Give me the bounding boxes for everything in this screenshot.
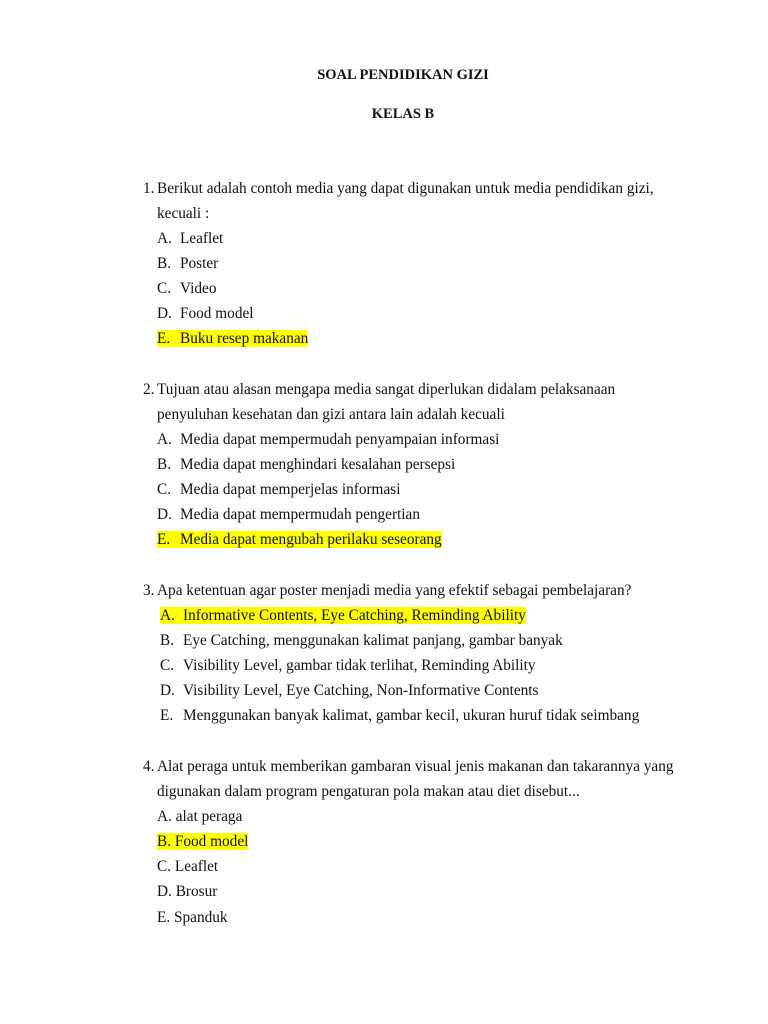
option-text: C. Leaflet <box>157 858 219 876</box>
option-text: Buku resep makanan <box>180 330 309 348</box>
option-3b <box>143 628 743 653</box>
question-number: 1. <box>143 179 155 197</box>
option-3a-answer <box>143 603 743 628</box>
option-2a <box>143 427 743 452</box>
question-4-line-1 <box>143 754 743 779</box>
option-text: E. Spanduk <box>157 908 228 926</box>
option-2b <box>143 452 743 477</box>
option-letter: D. <box>160 682 175 700</box>
option-4e <box>143 905 743 930</box>
option-text: Food model <box>180 305 254 323</box>
option-text: Media dapat mempermudah penyampaian informasi <box>180 430 500 448</box>
option-letter: B. <box>157 456 172 474</box>
question-number: 2. <box>143 380 155 398</box>
option-text: D. Brosur <box>157 883 218 901</box>
question-text: Alat peraga untuk memberikan gambaran visual jenis makanan dan takarannya yang <box>157 757 674 775</box>
question-list <box>143 176 743 930</box>
option-letter: A. <box>157 430 172 448</box>
option-3d <box>143 678 743 703</box>
question-text: Tujuan atau alasan mengapa media sangat diperlukan didalam pelaksanaan <box>157 380 616 398</box>
option-1c <box>143 276 743 301</box>
option-1d <box>143 301 743 326</box>
option-text: Visibility Level, gambar tidak terlihat, Reminding Ability <box>183 657 536 675</box>
option-letter: D. <box>157 506 172 524</box>
option-2e-answer <box>143 527 743 552</box>
option-text: Media dapat memperjelas informasi <box>180 481 401 499</box>
option-text: Visibility Level, Eye Catching, Non-Informative Contents <box>183 682 539 700</box>
document-title: SOAL PENDIDIKAN GIZI <box>317 67 489 83</box>
option-2c <box>143 477 743 502</box>
option-text: A. alat peraga <box>157 808 243 826</box>
option-text: Video <box>180 280 217 298</box>
option-1b <box>143 251 743 276</box>
option-letter: C. <box>157 280 172 298</box>
option-1e-answer <box>143 326 743 351</box>
option-3e <box>143 703 743 728</box>
option-text: Poster <box>180 254 219 272</box>
option-text: Menggunakan banyak kalimat, gambar kecil, ukuran huruf tidak seimbang <box>183 707 640 725</box>
option-4d <box>143 879 743 904</box>
option-letter: B. <box>157 254 172 272</box>
option-letter: B. <box>160 632 175 650</box>
option-text: Leaflet <box>180 229 224 247</box>
option-letter: C. <box>157 481 172 499</box>
question-text: Apa ketentuan agar poster menjadi media yang efektif sebagai pembelajaran? <box>157 581 632 599</box>
option-text: Informative Contents, Eye Catching, Reminding Ability <box>183 606 526 624</box>
question-1-line-1 <box>143 176 743 201</box>
option-letter: E. <box>157 531 171 549</box>
option-4b-answer <box>143 829 743 854</box>
question-number: 3. <box>143 581 155 599</box>
option-4a <box>143 804 743 829</box>
option-letter: D. <box>157 305 172 323</box>
option-text: Eye Catching, menggunakan kalimat panjang, gambar banyak <box>183 632 563 650</box>
option-text: Media dapat menghindari kesalahan persepsi <box>180 456 456 474</box>
option-3c <box>143 653 743 678</box>
option-letter: C. <box>160 657 175 675</box>
question-number: 4. <box>143 757 155 775</box>
option-letter: A. <box>160 606 175 624</box>
question-2-line-2: penyuluhan kesehatan dan gizi antara lain adalah kecuali <box>157 405 505 423</box>
option-text: Media dapat mempermudah pengertian <box>180 506 420 524</box>
question-text: Berikut adalah contoh media yang dapat digunakan untuk media pendidikan gizi, <box>157 179 654 197</box>
option-1a <box>143 226 743 251</box>
option-2d <box>143 502 743 527</box>
option-letter: A. <box>157 229 172 247</box>
option-text: Media dapat mengubah perilaku seseorang <box>180 531 442 549</box>
option-text: B. Food model <box>157 833 249 851</box>
question-4-line-2: digunakan dalam program pengaturan pola makan atau diet disebut... <box>157 782 580 800</box>
option-letter: E. <box>160 707 174 725</box>
question-3-line-1 <box>143 578 743 603</box>
question-1-line-2: kecuali : <box>157 204 210 222</box>
document-subtitle: KELAS B <box>371 106 435 122</box>
option-4c <box>143 854 743 879</box>
question-2-line-1 <box>143 377 743 402</box>
option-letter: E. <box>157 330 171 348</box>
